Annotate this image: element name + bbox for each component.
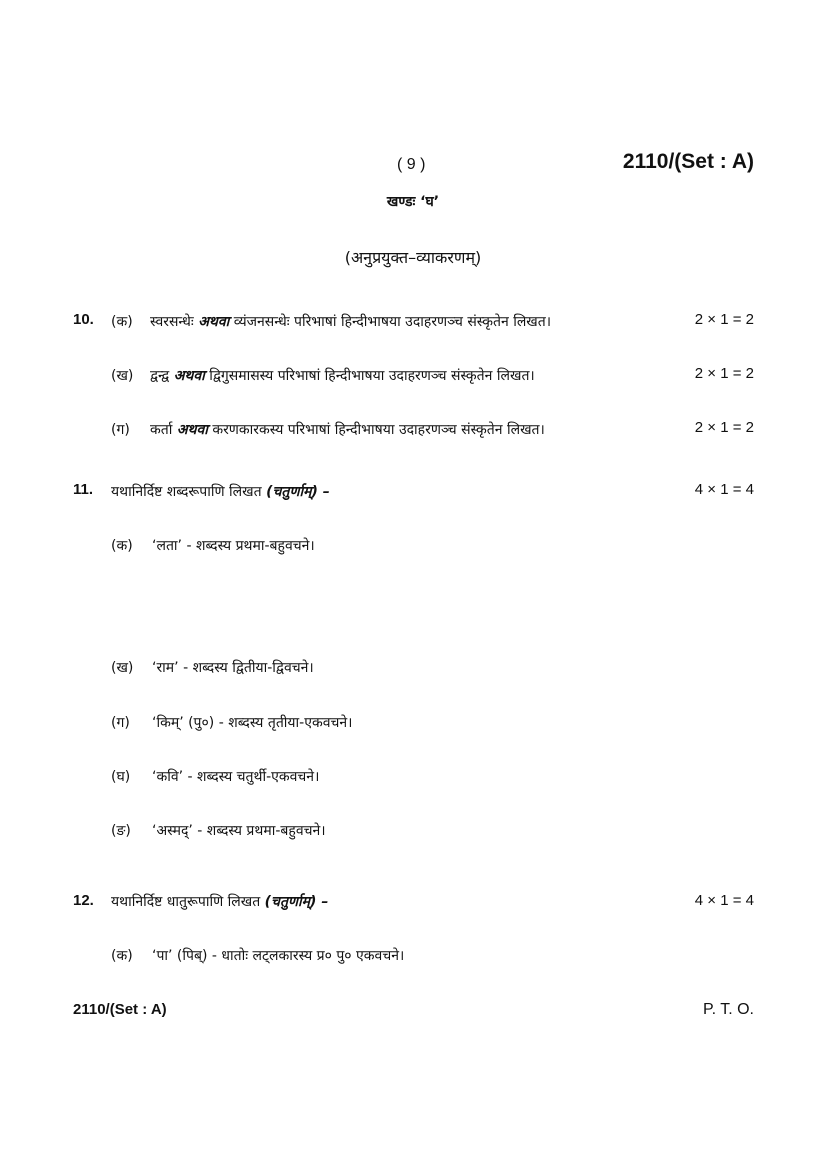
q10-text-c — [150, 420, 545, 439]
q11-instruction — [111, 482, 330, 501]
q12-label-a: (क) — [111, 948, 133, 964]
q12-emph: (चतुर्णाम्) – — [264, 894, 329, 910]
paper-code-footer: 2110/(Set : A) — [73, 1001, 167, 1018]
q10-text-a-pre: स्वरसन्धेः — [150, 314, 194, 330]
q12-instruction — [111, 892, 328, 911]
q11-label-a: (क) — [111, 538, 133, 554]
q11-marks: 4 × 1 = 4 — [694, 481, 754, 498]
question-number-12: 12. — [73, 892, 94, 909]
q11-label-e: (ङ) — [111, 823, 131, 839]
q10-text-b-pre: द्वन्द्व — [150, 368, 170, 384]
q12-text-a: ‘पा’ (पिब्) - धातोः लट्लकारस्य प्र० पु० एकवचने। — [152, 948, 405, 964]
q10-text-a — [150, 312, 551, 331]
section-title: खण्डः ‘घ’ — [386, 194, 440, 210]
q11-label-d: (घ) — [111, 769, 131, 785]
q10-athava-c: अथवा — [176, 422, 208, 438]
q11-text-e: ‘अस्मद्’ - शब्दस्य प्रथमा-बहुवचने। — [152, 823, 326, 839]
q10-label-c: (ग) — [111, 422, 130, 438]
q10-marks-c: 2 × 1 = 2 — [694, 419, 754, 436]
q11-text-c: ‘किम्’ (पु०) - शब्दस्य तृतीया-एकवचने। — [152, 715, 353, 731]
q10-text-c-pre: कर्ता — [150, 422, 173, 438]
section-subtitle: (अनुप्रयुक्त–व्याकरणम्) — [344, 248, 482, 267]
q10-marks-a: 2 × 1 = 2 — [694, 311, 754, 328]
q11-text-d: ‘कवि’ - शब्दस्य चतुर्थी-एकवचने। — [152, 769, 320, 785]
q10-text-c-post: करणकारकस्य परिभाषां हिन्दीभाषया उदाहरणञ्च संस्कृतेन लिखत। — [212, 422, 545, 438]
q12-marks: 4 × 1 = 4 — [694, 892, 754, 909]
pto-label: P. T. O. — [703, 1001, 754, 1018]
q12-text: यथानिर्दिष्ट धातुरूपाणि लिखत — [111, 894, 261, 910]
q11-label-b: (ख) — [111, 660, 134, 676]
q11-text: यथानिर्दिष्ट शब्दरूपाणि लिखत — [111, 484, 262, 500]
question-number-11: 11. — [73, 481, 94, 498]
q11-label-c: (ग) — [111, 715, 130, 731]
q11-text-a: ‘लता’ - शब्दस्य प्रथमा-बहुवचने। — [152, 538, 315, 554]
paper-code-header: 2110/(Set : A) — [622, 150, 754, 173]
page-number: ( 9 ) — [397, 156, 426, 173]
q10-label-b: (ख) — [111, 368, 134, 384]
q11-text-b: ‘राम’ - शब्दस्य द्वितीया-द्विवचने। — [152, 660, 314, 676]
q10-athava-b: अथवा — [173, 368, 205, 384]
q11-emph: (चतुर्णाम्) – — [266, 484, 330, 500]
q10-text-b — [150, 366, 535, 385]
q10-athava-a: अथवा — [198, 314, 230, 330]
question-number-10: 10. — [73, 311, 94, 328]
q10-text-b-post: द्विगुसमासस्य परिभाषां हिन्दीभाषया उदाहरणञ्च संस्कृतेन लिखत। — [209, 368, 535, 384]
q10-text-a-post: व्यंजनसन्धेः परिभाषां हिन्दीभाषया उदाहरणञ्च संस्कृतेन लिखत। — [233, 314, 552, 330]
q10-marks-b: 2 × 1 = 2 — [694, 365, 754, 382]
q10-label-a: (क) — [111, 314, 133, 330]
